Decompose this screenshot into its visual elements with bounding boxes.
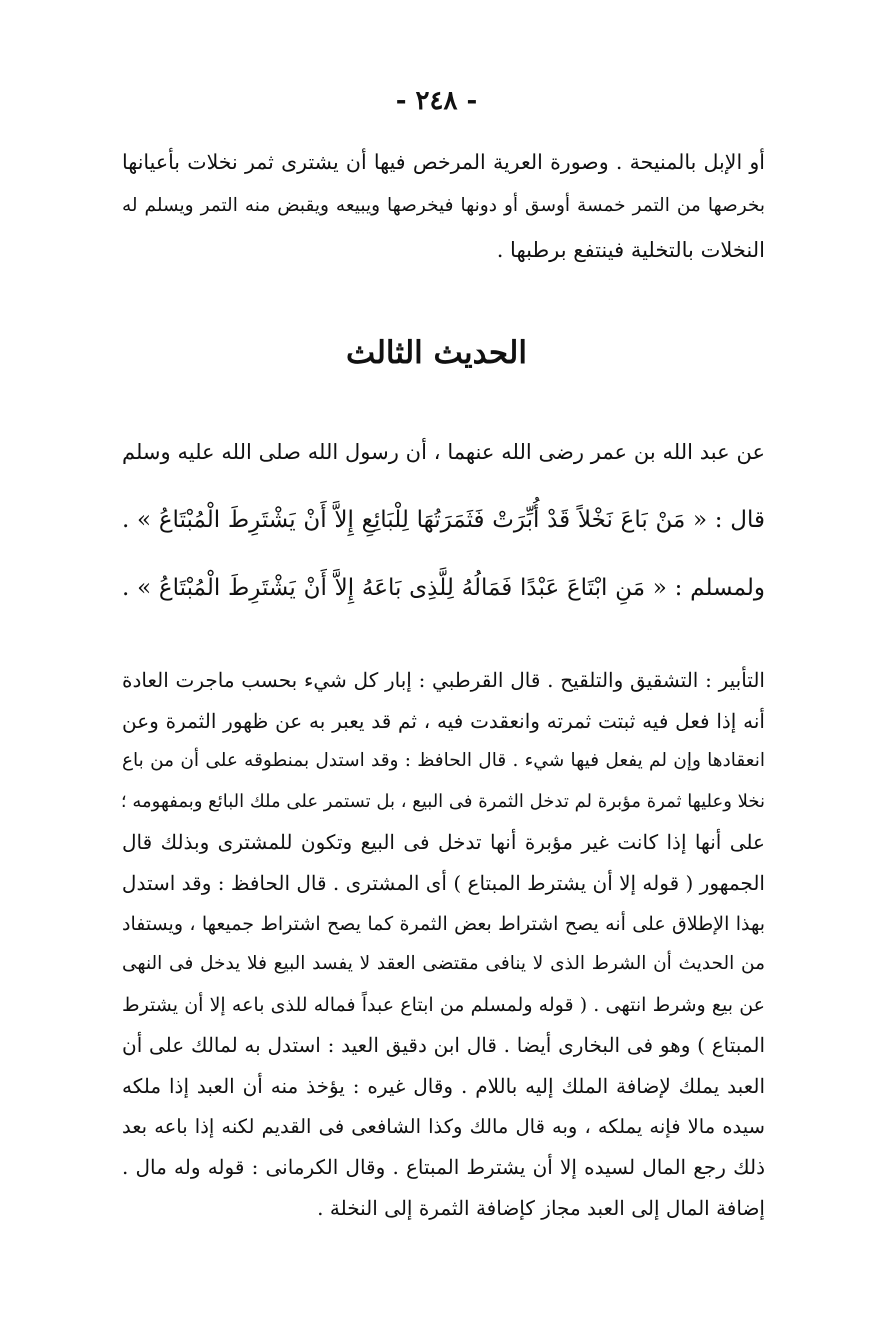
commentary-line: نخلا وعليها ثمرة مؤبرة لم تدخل الثمرة فى البيع ، بل تستمر على ملك البائع وبمفهومه ؛: [120, 790, 765, 812]
intro-paragraph: [122, 140, 765, 272]
commentary-line: من الحديث أن الشرط الذى لا ينافى مقتضى العقد لا يفسد البيع فلا يدخل فى النهى: [122, 953, 765, 975]
commentary-line: التأبير : التشقيق والتلقيح . قال القرطبي : إبار كل شيء بحسب ماجرت العادة: [122, 668, 765, 692]
commentary-line: ذلك رجع المال لسيده إلا أن يشترط المبتاع . وقال الكرمانى : قوله وله مال .: [122, 1155, 765, 1180]
hadith-line: ولمسلم : « مَنِ ابْتَاعَ عَبْدًا فَمَالُهُ لِلَّذِى بَاعَهُ إِلاَّ أَنْ يَشْتَرِطَ الْمُبْتَاعُ » .: [122, 575, 765, 601]
text-line: بخرصها من التمر خمسة أوسق أو دونها فيخرصها ويبيعه ويقبض منه التمر ويسلم له: [122, 195, 765, 216]
commentary-line: إضافة المال إلى العبد مجاز كإضافة الثمرة إلى النخلة .: [317, 1195, 765, 1220]
commentary-line: العبد يملك لإضافة الملك إليه باللام . وقال غيره : يؤخذ منه أن العبد إذا ملكه: [122, 1073, 765, 1098]
text-line: النخلات بالتخلية فينتفع برطبها .: [496, 238, 765, 262]
commentary-line: أنه إذا فعل فيه ثبتت ثمرته وانعقدت فيه ، ثم قد يعبر به عن ظهور الثمرة وعن: [122, 708, 765, 733]
commentary-line: الجمهور ( قوله إلا أن يشترط المبتاع ) أى المشترى . قال الحافظ : وقد استدل: [121, 870, 765, 895]
hadith-line: قال : « مَنْ بَاعَ نَخْلاً قَدْ أُبِّرَتْ فَثَمَرَتُهَا لِلْبَائِعِ إِلاَّ أَنْ يَشْتَرِطَ الْمُبْتَاعُ » .: [122, 507, 765, 533]
commentary-line: انعقادها وإن لم يفعل فيها شيء . قال الحافظ : وقد استدل بمنطوقه على أن من باع: [122, 750, 765, 772]
page-number: - ٢٤٨ -: [395, 86, 478, 116]
text-line: أو الإبل بالمنيحة . وصورة العرية المرخص فيها أن يشترى ثمر نخلات بأعيانها: [122, 150, 765, 174]
commentary-line: على أنها إذا كانت غير مؤبرة أنها تدخل فى البيع وتكون للمشترى وبذلك قال: [122, 830, 765, 855]
commentary-line: سيده مالا فإنه يملكه ، وبه قال مالك وكذا الشافعى فى القديم لكنه إذا باعه بعد: [122, 1114, 765, 1138]
section-title: الحديث الثالث: [346, 335, 527, 371]
commentary-line: المبتاع ) وهو فى البخارى أيضا . قال ابن دقيق العيد : استدل به لمالك على أن: [122, 1033, 765, 1058]
hadith-line: عن عبد الله بن عمر رضى الله عنهما ، أن رسول الله صلى الله عليه وسلم: [122, 440, 765, 464]
commentary-line: عن بيع وشرط انتهى . ( قوله ولمسلم من ابتاع عبداً فماله للذى باعه إلا أن يشترط: [122, 993, 765, 1016]
commentary-paragraph: [122, 660, 765, 1228]
commentary-line: بهذا الإطلاق على أنه يصح اشتراط بعض الثمرة كما يصح اشتراط جميعها ، ويستفاد: [122, 912, 765, 935]
hadith-text: [122, 418, 765, 622]
